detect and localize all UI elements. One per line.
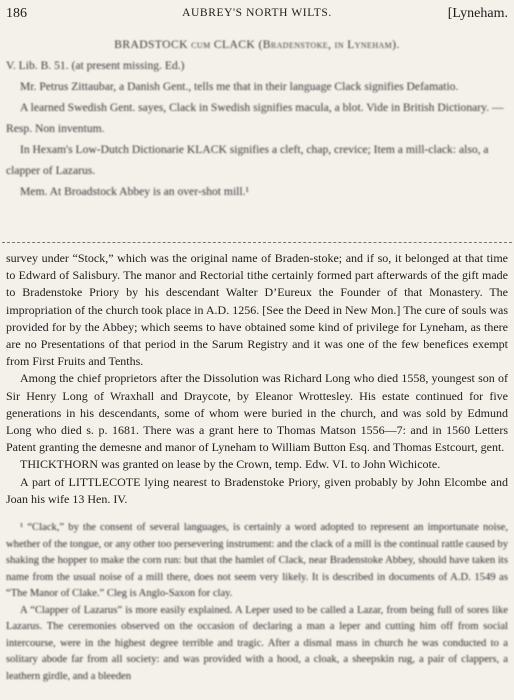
page-number: 186 xyxy=(6,6,27,21)
upper-line: V. Lib. B. 51. (at present missing. Ed.) xyxy=(6,59,185,72)
footnotes xyxy=(6,520,508,685)
footnote-paragraph: A “Clapper of Lazarus” is more easily explained. A Leper used to be called a Lazar, from being full of sores like Lazarus. The ceremonies observed on the occasion of declaring a man a leper and cutting him off from social intercourse, were in the highest degree terrible and tragic. After a dismal mass in church he was conducted to a solitary abode far from all society: and was provided with a hood, a cloak, a sheepskin rug, a pair of clappers, a leathern girdle, and a bleeden xyxy=(6,604,508,682)
divider-rule xyxy=(2,242,512,243)
upper-line: A learned Swedish Gent. sayes, Clack in Swedish signifies macula, a blot. Vide in British Dictionary. —Resp. Non inventum. xyxy=(6,101,504,135)
main-paragraph: A part of LITTLECOTE lying nearest to Bradenstoke Priory, given probably by John Elcombe and Joan his wife 13 Hen. IV. xyxy=(6,474,508,506)
running-title: AUBREY'S NORTH WILTS. xyxy=(182,7,332,19)
main-paragraph: survey under “Stock,” which was the original name of Braden-stoke; and if so, it belonged at that time to Edward of Salisbury. The manor and Rectorial tithe certainly formed part afterwards of the gift made to Bradenstoke Priory by his descendant Walter D’Eureux the Founder of that Monastery. The impropriation of the church took place in A.D. 1256. [See the Deed in New Mon.] The cure of souls was provided for by the Abbey; which seems to have obtained some kind of privilege for Lyneham, as there are no Presentations of that period in the Sarum Registry and it was one of the few benefices exempt from First Fruits and Tenths. xyxy=(6,251,508,369)
page-header xyxy=(6,6,508,28)
upper-line: Mem. At Broadstock Abbey is an over-shot mill.¹ xyxy=(20,185,249,198)
upper-line: In Hexam's Low-Dutch Dictionarie KLACK signifies a cleft, chap, crevice; Item a mill-clack: also, a clapper of Lazarus. xyxy=(6,143,489,177)
main-text xyxy=(6,250,508,508)
footnote-paragraph: ¹ “Clack,” by the consent of several languages, is certainly a word adopted to represent an importunate noise, whether of the tongue, or any other too persevering instrument: and the clack of a mill is the continual rattle caused by shaking the hopper to make the corn run: but that the hamlet of Clack, near Bradenstoke Abbey, should have taken its name from the usual noise of a mill there, does not seem very likely. It is described in documents of A.D. 1549 as “The Manor of Clake.” Cleg is Anglo-Saxon for clay. xyxy=(6,522,508,599)
upper-line: Mr. Petrus Zittaubar, a Danish Gent., tells me that in their language Clack signifies Defamatio. xyxy=(20,80,459,93)
section-marker: [Lyneham. xyxy=(447,6,508,21)
main-paragraph: THICKTHORN was granted on lease by the Crown, temp. Edw. VI. to John Wichicote. xyxy=(20,457,441,472)
main-paragraph: Among the chief proprietors after the Dissolution was Richard Long who died 1558, youngest son of Sir Henry Long of Wraxhall and Draycote, by Eleanor Wrottesley. His estate continued for five generations in his descendants, some of whom were buried in the church, and was sold by Edmund Long who died s. p. 1681. There was a grant here to Thomas Matson 1556—7: and in 1560 Letters Patent granting the demesne and manor of Lyneham to William Button Esq. and Thomas Estcourt, gent. xyxy=(6,371,508,455)
upper-quoted-block xyxy=(6,34,508,202)
section-heading: BRADSTOCK cum CLACK (Bradenstoke, in Lyneham). xyxy=(114,38,400,51)
